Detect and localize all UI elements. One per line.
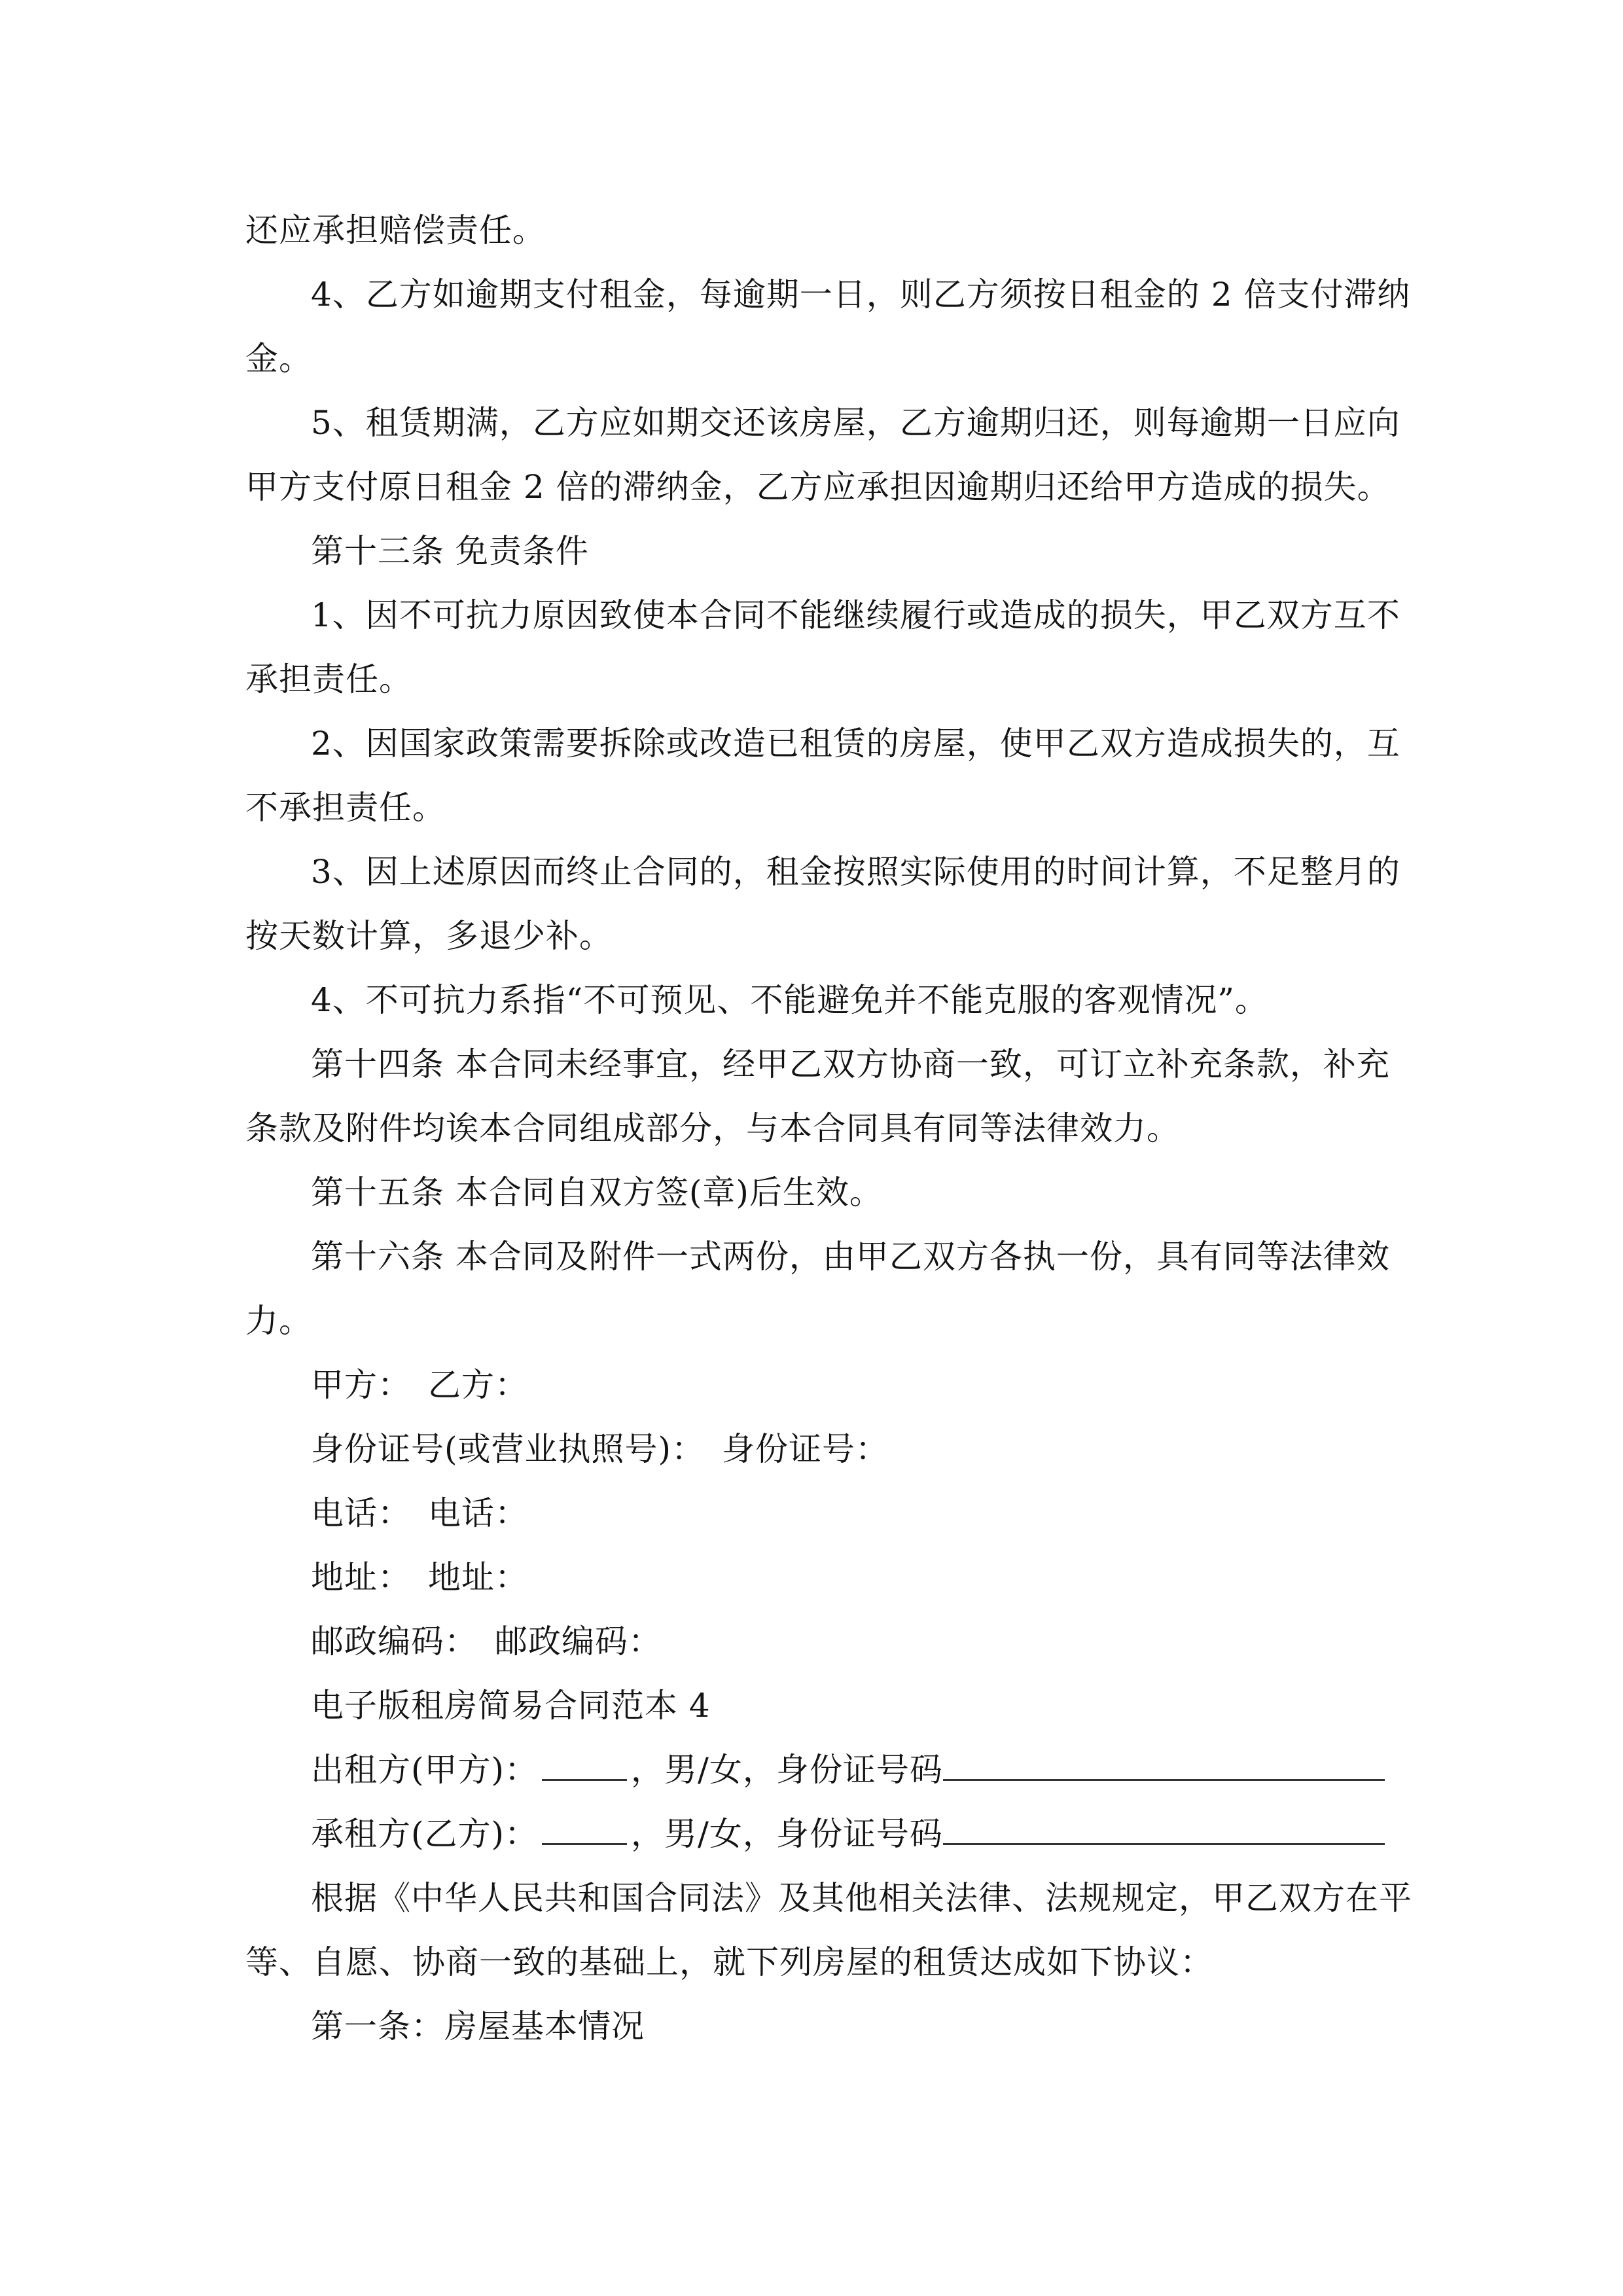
lessor-name-blank[interactable] (542, 1740, 627, 1781)
lessor-label: 出租方(甲方)： (311, 1751, 539, 1789)
paragraph-line: 根据《中华人民共和国合同法》及其他相关法律、法规规定，甲乙双方在平 (311, 1879, 1412, 1917)
lessor-id-blank[interactable] (943, 1740, 1385, 1781)
signature-phone-row (311, 1481, 1384, 1545)
lessee-label: 承租方(乙方)： (311, 1815, 539, 1853)
lessor-gender-text: ，男/女，身份证号码 (631, 1751, 943, 1789)
party-a-id-label: 身份证号(或营业执照号)： (311, 1430, 705, 1468)
contract-title: 电子版租房简易合同范本 4 (311, 1687, 711, 1725)
paragraph-line: 3、因上述原因而终止合同的，租金按照实际使用的时间计算，不足整月的 (311, 853, 1400, 891)
party-a-postcode-label: 邮政编码： (311, 1623, 478, 1660)
paragraph-line: 力。 (245, 1302, 312, 1340)
party-a-address-label: 地址： (311, 1558, 411, 1596)
lessee-name-blank[interactable] (542, 1804, 627, 1845)
paragraph-line: 承担责任。 (245, 660, 412, 698)
paragraph-line: 按天数计算，多退少补。 (245, 917, 613, 955)
paragraph-line: 金。 (245, 340, 312, 378)
party-b-postcode-label: 邮政编码： (495, 1623, 662, 1660)
section-heading: 第十三条 免责条件 (311, 532, 589, 570)
party-a-label: 甲方： (311, 1366, 411, 1404)
lessee-gender-text: ，男/女，身份证号码 (631, 1815, 943, 1853)
paragraph-line: 第十六条 本合同及附件一式两份，由甲乙双方各执一份，具有同等法律效 (311, 1238, 1390, 1276)
paragraph-line: 甲方支付原日租金 2 倍的滞纳金，乙方应承担因逾期归还给甲方造成的损失。 (245, 468, 1391, 506)
paragraph-line: 还应承担赔偿责任。 (245, 211, 546, 249)
lessor-row (311, 1738, 1384, 1802)
party-a-phone-label: 电话： (311, 1494, 411, 1532)
paragraph-line: 5、租赁期满，乙方应如期交还该房屋，乙方逾期归还，则每逾期一日应向 (311, 404, 1400, 442)
paragraph-line: 4、乙方如逾期支付租金，每逾期一日，则乙方须按日租金的 2 倍支付滞纳 (311, 276, 1411, 314)
paragraph-line: 第十五条 本合同自双方签(章)后生效。 (311, 1174, 883, 1211)
signature-address-row (311, 1545, 1384, 1609)
paragraph-line: 不承担责任。 (245, 789, 446, 827)
signature-id-row (311, 1417, 1384, 1481)
party-b-phone-label: 电话： (428, 1494, 528, 1532)
paragraph-line: 第十四条 本合同未经事宜，经甲乙双方协商一致，可订立补充条款，补充 (311, 1045, 1390, 1083)
paragraph-line: 2、因国家政策需要拆除或改造已租赁的房屋，使甲乙双方造成损失的，互 (311, 725, 1400, 762)
party-b-address-label: 地址： (428, 1558, 528, 1596)
paragraph-line: 4、不可抗力系指“不可预见、不能避免并不能克服的客观情况”。 (311, 981, 1268, 1019)
party-b-label: 乙方： (428, 1366, 528, 1404)
party-b-id-label: 身份证号： (722, 1430, 889, 1468)
paragraph-line: 1、因不可抗力原因致使本合同不能继续履行或造成的损失，甲乙双方互不 (311, 596, 1400, 634)
paragraph-line: 等、自愿、协商一致的基础上，就下列房屋的租赁达成如下协议： (245, 1943, 1213, 1981)
article-heading: 第一条：房屋基本情况 (311, 2007, 645, 2045)
signature-postcode-row (311, 1609, 1384, 1674)
paragraph-line: 条款及附件均诶本合同组成部分，与本合同具有同等法律效力。 (245, 1109, 1180, 1147)
lessee-id-blank[interactable] (943, 1804, 1385, 1845)
signature-party-row (311, 1353, 1384, 1417)
lessee-row (311, 1802, 1384, 1866)
